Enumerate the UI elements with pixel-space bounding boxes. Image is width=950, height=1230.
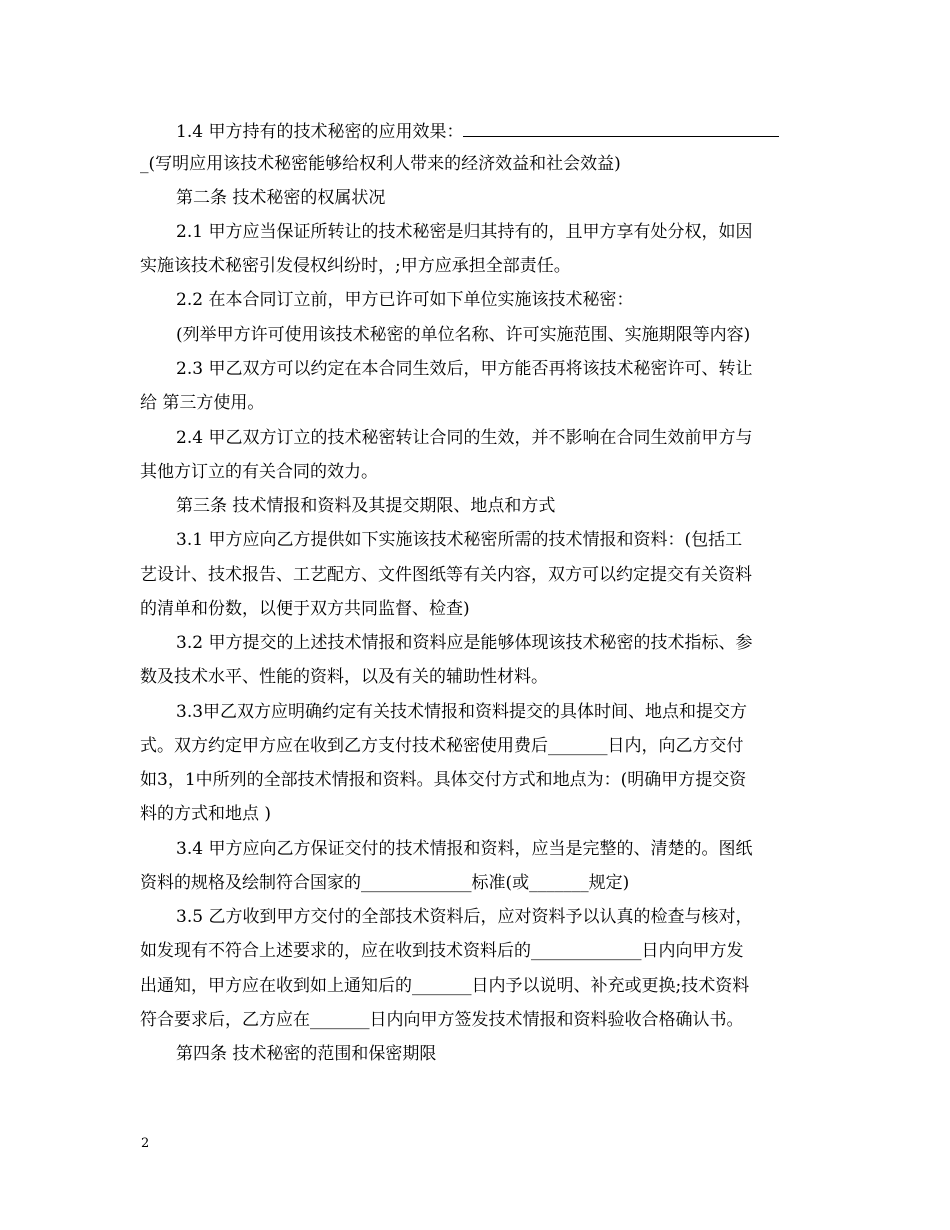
line-text: (列举甲方许可使用该技术秘密的单位名称、许可实施范围、实施期限等内容) xyxy=(176,325,751,345)
line-text: 1.4 甲方持有的技术秘密的应用效果： xyxy=(176,122,464,142)
line-text: 2.2 在本合同订立前，甲方已许可如下单位实施该技术秘密： xyxy=(176,290,634,310)
paragraph-line xyxy=(140,119,848,143)
paragraph-line xyxy=(140,221,848,243)
line-text: 符合要求后，乙方应在_______日内向甲方签发技术情报和资料验收合格确认书。 xyxy=(140,1010,744,1030)
line-text: 第三条 技术情报和资料及其提交期限、地点和方式 xyxy=(176,496,556,516)
line-text: 3.2 甲方提交的上述技术情报和资料应是能够体现该技术秘密的技术指标、参 xyxy=(176,633,753,653)
paragraph-line xyxy=(140,906,848,928)
paragraph-line xyxy=(140,187,848,209)
paragraph-line xyxy=(140,392,812,414)
paragraph-line xyxy=(140,529,848,551)
line-text: 3.5 乙方收到甲方交付的全部技术资料后，应对资料予以认真的检查与核对， xyxy=(176,907,753,927)
line-text: 3.1 甲方应向乙方提供如下实施该技术秘密所需的技术情报和资料：(包括工 xyxy=(176,530,743,550)
paragraph-line xyxy=(140,701,848,723)
line-text: 艺设计、技术报告、工艺配方、文件图纸等有关内容，双方可以约定提交有关资料 xyxy=(140,565,752,585)
line-text: 2.1 甲方应当保证所转让的技术秘密是归其持有的，且甲方享有处分权，如因 xyxy=(176,222,753,242)
paragraph-line xyxy=(140,1009,812,1031)
line-text: 如3，1中所列的全部技术情报和资料。具体交付方式和地点为：(明确甲方提交资 xyxy=(140,770,747,790)
line-text: 第二条 技术秘密的权属状况 xyxy=(176,188,386,208)
paragraph-line xyxy=(140,358,848,380)
fill-in-blank xyxy=(463,119,779,137)
line-text: 2.4 甲乙双方订立的技术秘密转让合同的生效，并不影响在合同生效前甲方与 xyxy=(176,428,753,448)
line-text: 出通知，甲方应在收到如上通知后的_______日内予以说明、补充或更换;技术资料 xyxy=(140,976,750,996)
paragraph-line xyxy=(140,803,812,825)
paragraph-line xyxy=(140,255,812,277)
line-text: 数及技术水平、性能的资料，以及有关的辅助性材料。 xyxy=(140,667,548,687)
line-text: 式。双方约定甲方应在收到乙方支付技术秘密使用费后_______日内，向乙方交付 xyxy=(140,736,744,756)
paragraph-line xyxy=(140,461,812,483)
paragraph-line xyxy=(140,872,812,894)
paragraph-line xyxy=(140,153,812,175)
line-text: 实施该技术秘密引发侵权纠纷时，;甲方应承担全部责任。 xyxy=(140,256,571,276)
paragraph-line xyxy=(140,632,848,654)
paragraph-line xyxy=(140,564,812,586)
paragraph-line xyxy=(140,975,812,997)
line-text: 如发现有不符合上述要求的，应在收到技术资料后的_____________日内向甲方发 xyxy=(140,941,744,961)
paragraph-line xyxy=(140,666,812,688)
paragraph-line xyxy=(140,495,848,517)
paragraph-line xyxy=(140,598,812,620)
line-text: 给 第三方使用。 xyxy=(140,393,265,413)
paragraph-line xyxy=(140,735,812,757)
line-text: 其他方订立的有关合同的效力。 xyxy=(140,462,378,482)
line-text: 的清单和份数，以便于双方共同监督、检查) xyxy=(140,599,470,619)
paragraph-line xyxy=(140,289,848,311)
line-text: 资料的规格及绘制符合国家的_____________标准(或_______规定) xyxy=(140,873,630,893)
line-text: _(写明应用该技术秘密能够给权利人带来的经济效益和社会效益) xyxy=(140,154,621,174)
paragraph-line xyxy=(140,838,848,860)
line-text: 3.3甲乙双方应明确约定有关技术情报和资料提交的具体时间、地点和提交方 xyxy=(176,702,748,722)
line-text: 第四条 技术秘密的范围和保密期限 xyxy=(176,1044,437,1064)
page-number: 2 xyxy=(141,1136,150,1151)
paragraph-line xyxy=(140,324,848,346)
paragraph-line xyxy=(140,427,848,449)
line-text: 2.3 甲乙双方可以约定在本合同生效后，甲方能否再将该技术秘密许可、转让 xyxy=(176,359,753,379)
line-text: 料的方式和地点 ) xyxy=(140,804,272,824)
paragraph-line xyxy=(140,940,812,962)
line-text: 3.4 甲方应向乙方保证交付的技术情报和资料，应当是完整的、清楚的。图纸 xyxy=(176,839,753,859)
paragraph-line xyxy=(140,769,812,791)
paragraph-line xyxy=(140,1043,848,1065)
